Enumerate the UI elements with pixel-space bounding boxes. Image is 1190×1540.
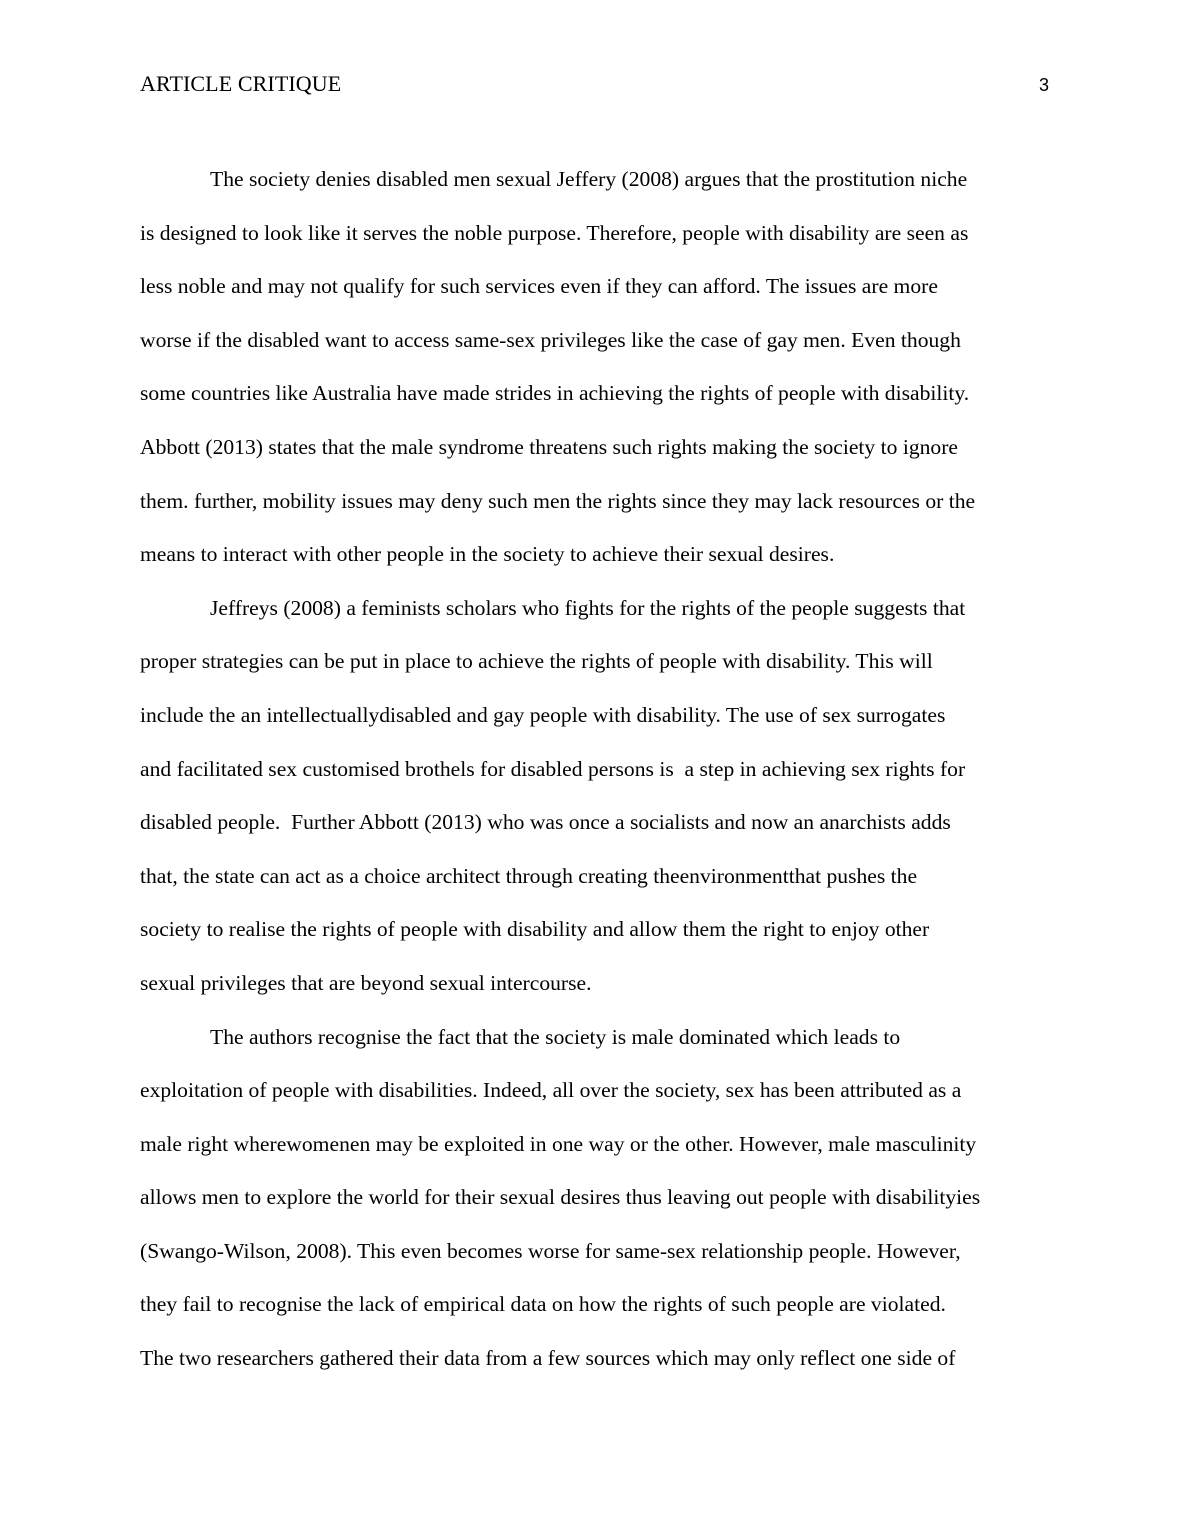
text-line: (Swango-Wilson, 2008). This even becomes worse for same-sex relationship people. However,: [140, 1238, 961, 1263]
paragraph-1: [140, 153, 1050, 582]
text-line: proper strategies can be put in place to achieve the rights of people with disability. This will: [140, 649, 933, 674]
text-line: Jeffreys (2008) a feminists scholars who fights for the rights of the people suggests that: [210, 595, 966, 620]
text-line: is designed to look like it serves the noble purpose. Therefore, people with disability are seen as: [140, 220, 969, 245]
text-line: The two researchers gathered their data from a few sources which may only reflect one side of: [140, 1346, 956, 1371]
document-body: [140, 153, 1050, 1386]
text-line: and facilitated sex customised brothels for disabled persons is a step in achieving sex rights for: [140, 756, 966, 781]
text-line: male right wherewomenen may be exploited in one way or the other. However, male masculinity: [140, 1131, 977, 1156]
paragraph-2: [140, 582, 1050, 1011]
text-line: sexual privileges that are beyond sexual intercourse.: [140, 970, 592, 995]
text-line: include the an intellectuallydisabled and gay people with disability. The use of sex surrogates: [140, 702, 946, 727]
text-line: worse if the disabled want to access same-sex privileges like the case of gay men. Even though: [140, 327, 961, 352]
text-line: means to interact with other people in the society to achieve their sexual desires.: [140, 542, 835, 567]
text-line: exploitation of people with disabilities. Indeed, all over the society, sex has been attributed as a: [140, 1078, 962, 1103]
text-line: them. further, mobility issues may deny such men the rights since they may lack resources or the: [140, 488, 976, 513]
paragraph-3: [140, 1011, 1050, 1386]
text-line: allows men to explore the world for their sexual desires thus leaving out people with disabilityies: [140, 1185, 981, 1210]
text-line: The society denies disabled men sexual Jeffery (2008) argues that the prostitution niche: [210, 167, 968, 191]
running-head: ARTICLE CRITIQUE: [140, 71, 342, 96]
text-line: they fail to recognise the lack of empirical data on how the rights of such people are violated.: [140, 1292, 946, 1317]
text-line: that, the state can act as a choice architect through creating theenvironmentthat pushes the: [140, 863, 918, 888]
text-line: less noble and may not qualify for such services even if they can afford. The issues are more: [140, 274, 938, 299]
text-line: disabled people. Further Abbott (2013) who was once a socialists and now an anarchists adds: [140, 810, 951, 835]
text-line: The authors recognise the fact that the society is male dominated which leads to: [210, 1024, 901, 1049]
text-line: Abbott (2013) states that the male syndrome threatens such rights making the society to ignore: [140, 434, 958, 459]
text-line: some countries like Australia have made strides in achieving the rights of people with disability.: [140, 381, 970, 406]
page-number: 3: [1038, 75, 1049, 95]
text-line: society to realise the rights of people with disability and allow them the right to enjoy other: [140, 917, 930, 942]
